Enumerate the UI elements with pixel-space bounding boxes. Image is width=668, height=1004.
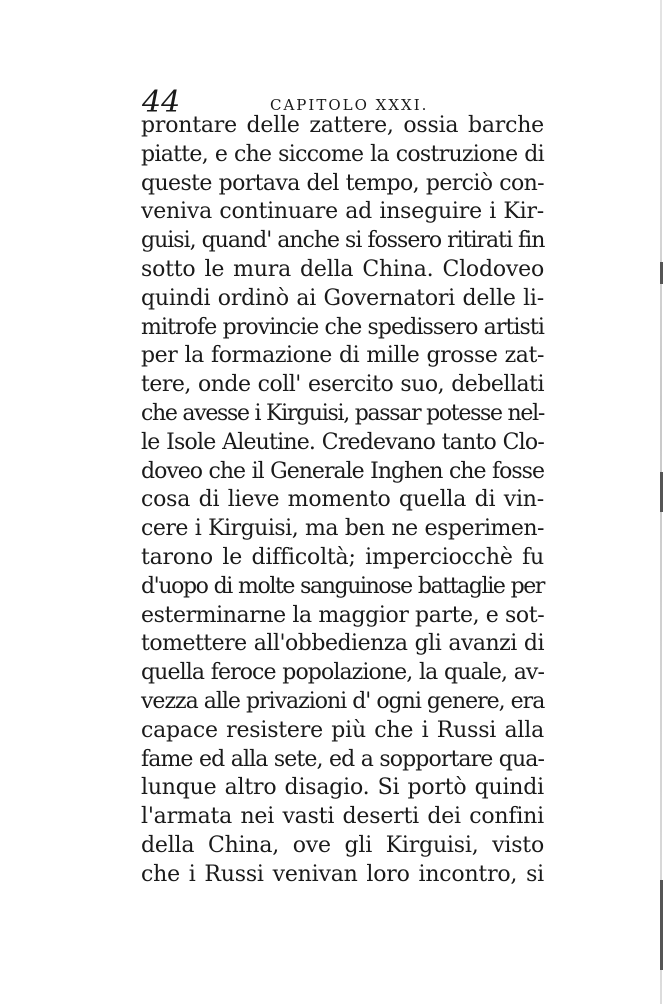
text-line: quella feroce popolazione, la quale, av- [141, 660, 544, 686]
text-line: vezza alle privazioni d' ogni genere, era [141, 688, 545, 714]
text-line: capace resistere più che i Russi alla [141, 717, 544, 743]
text-line: tere, onde coll' esercito suo, debellati [141, 372, 544, 398]
body-text [141, 112, 544, 890]
text-line: piatte, e che siccome la costruzione di [141, 141, 544, 167]
text-line: guisi, quand' anche si fossero ritirati fin [141, 228, 545, 254]
text-line: queste portava del tempo, perciò con- [141, 170, 544, 196]
text-line: veniva continuare ad inseguire i Kir- [141, 199, 544, 225]
page-number: 44 [142, 85, 181, 120]
page-edge-mark [660, 262, 663, 284]
text-line: che i Russi venivan loro incontro, si [141, 861, 544, 887]
text-line: tomettere all'obbedienza gli avanzi di [141, 631, 544, 657]
text-line: d'uopo di molte sanguinose battaglie per [141, 573, 544, 599]
text-line: per la formazione di mille grosse zat- [141, 343, 544, 369]
text-line: mitrofe provincie che spedissero artisti [141, 314, 544, 340]
text-line: le Isole Aleutine. Credevano tanto Clo- [141, 429, 544, 455]
text-line: cosa di lieve momento quella di vin- [141, 487, 544, 513]
page-edge-mark [660, 880, 663, 970]
text-line: tarono le difficoltà; imperciocchè fu [141, 544, 544, 570]
page-edge-mark [660, 472, 663, 512]
running-head: CAPITOLO XXXI. [270, 96, 429, 114]
text-line: che avesse i Kirguisi, passar potesse nel- [141, 400, 544, 426]
text-line: prontare delle zattere, ossia barche [141, 113, 544, 138]
text-line: lunque altro disagio. Si portò quindi [141, 775, 544, 801]
text-line: della China, ove gli Kirguisi, visto [141, 832, 544, 858]
text-line: esterminarne la maggior parte, e sot- [141, 602, 545, 628]
text-line: quindi ordinò ai Governatori delle li- [141, 285, 544, 311]
text-line: cere i Kirguisi, ma ben ne esperimen- [141, 516, 544, 542]
text-line: doveo che il Generale Inghen che fosse [141, 458, 544, 484]
text-line: sotto le mura della China. Clodoveo [141, 256, 544, 282]
text-line: fame ed alla sete, ed a sopportare qua- [141, 746, 544, 772]
text-line: l'armata nei vasti deserti dei confini [141, 804, 544, 830]
